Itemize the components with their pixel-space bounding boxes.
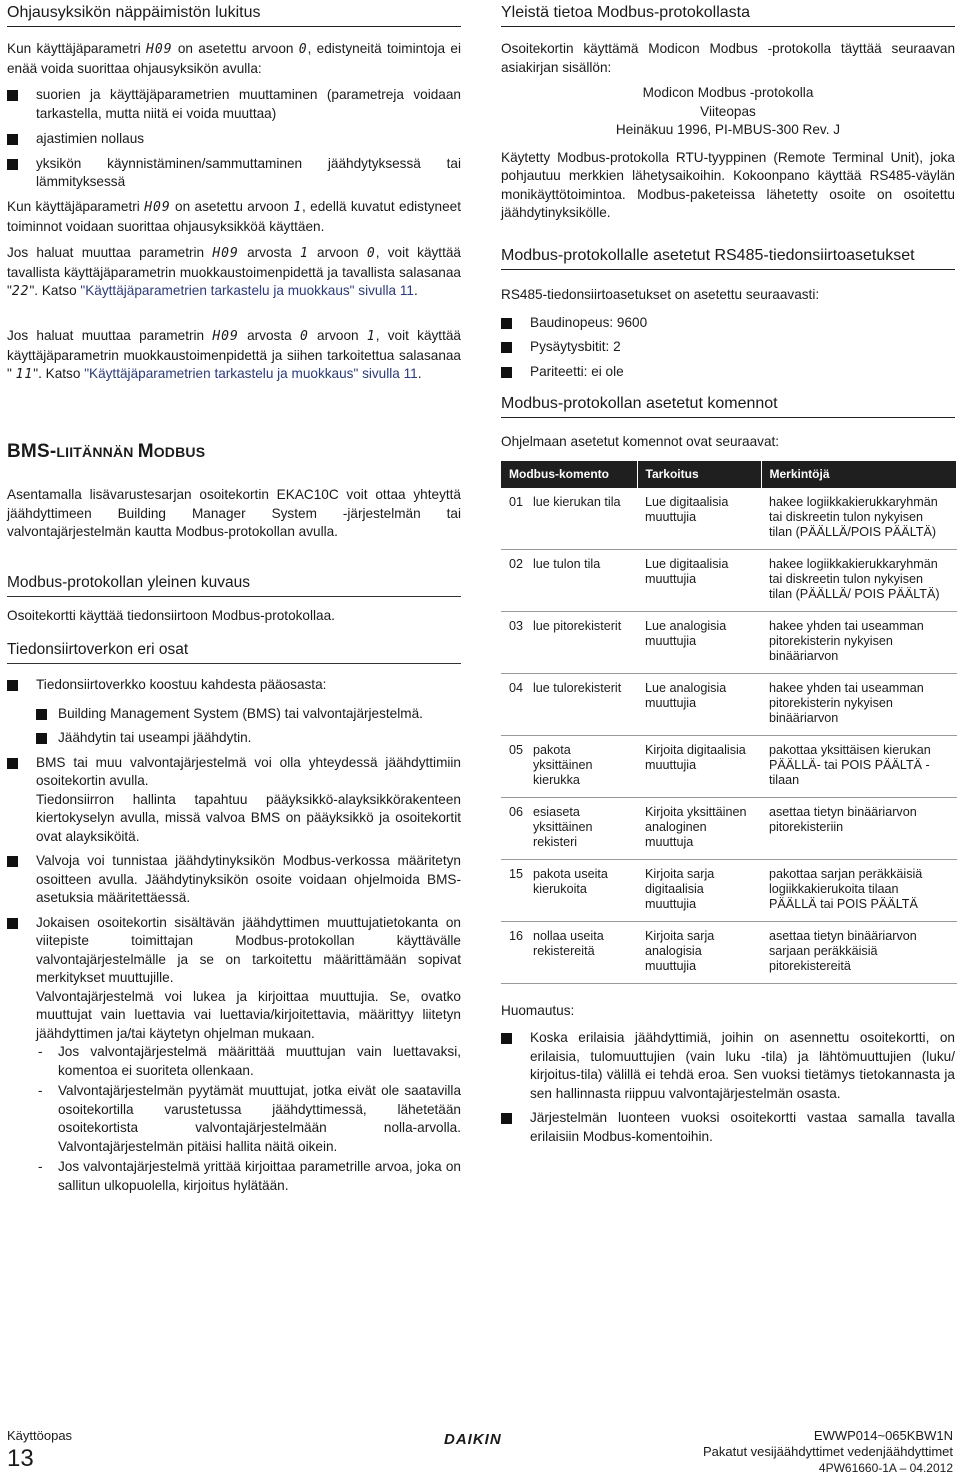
- display-code: H09: [212, 246, 239, 261]
- table-cell-note: pakottaa sarjan peräkkäisiä logiikkakierukoita tilaan PÄÄLLÄ tai POIS PÄÄLTÄ: [761, 859, 957, 921]
- paragraph-lock-intro: Kun käyttäjäparametri H09 on asetettu arvoon 0, edistyneitä toimintoja ei enää voida suorittaa ohjausyksikön avulla:: [7, 41, 461, 76]
- table-cell-name: nollaa useita rekistereitä: [533, 921, 637, 983]
- manual-name: Käyttöopas: [7, 1428, 73, 1443]
- table-cell-note: hakee yhden tai useamman pitorekisterin nykyisen binääriarvon: [761, 611, 957, 673]
- table-cell-no: 15: [501, 859, 533, 921]
- table-row: [501, 673, 957, 735]
- column-header: Modbus-komento: [501, 461, 637, 488]
- table-cell-purpose: Lue digitaalisia muuttujia: [637, 488, 761, 550]
- table-header-row: [501, 461, 957, 488]
- chapter-title-bms: BMS-LIITÄNNÄN MODBUS: [7, 441, 206, 462]
- table-row: [501, 859, 957, 921]
- section-heading: Tiedonsiirtoverkon eri osat: [7, 637, 461, 664]
- display-code: 1: [366, 329, 376, 344]
- display-code: 0: [366, 246, 376, 261]
- display-code: 22: [11, 284, 30, 299]
- cross-reference-link[interactable]: "Käyttäjäparametrien tarkastelu ja muokkaus" sivulla 11: [84, 366, 418, 381]
- table-cell-note: hakee yhden tai useamman pitorekisterin nykyisen binääriarvon: [761, 673, 957, 735]
- dash-item: - Jos valvontajärjestelmä määrittää muuttujan vain luettavaksi, komentoa ei suoriteta ollenkaan.: [36, 1043, 461, 1080]
- list-item: Valvoja voi tunnistaa jäähdytinyksikön Modbus-verkossa määritetyn osoitteen avulla. Jäähdytinyksikön osoite voidaan ohjelmoida BMS-asetuksia määritettäessä.: [7, 852, 461, 908]
- table-cell-no: 05: [501, 735, 533, 797]
- list-item: Pysäytysbitit: 2: [501, 338, 955, 357]
- table-row: [501, 735, 957, 797]
- section-general-description: Modbus-protokollan yleinen kuvaus Osoitekortti käyttää tiedonsiirtoon Modbus-protokollaa.: [7, 570, 461, 626]
- note-list: [501, 1029, 955, 1146]
- display-code: H09: [146, 42, 173, 57]
- section-modbus-commands: Modbus-protokollan asetetut komennot Ohjelmaan asetetut komennot ovat seuraavat: Modbus-komento Tarkoitus Merkintöjä 01 lue kierukan tila Lue digitaalisia muuttujia hakee logiikkakierukkaryhmän tai diskreetin tulon nykyisen tilan (PÄÄLLÄ/POIS PÄÄLTÄ) 02 lue tulon tila Lue digitaalisia muuttujia hakee logiikkakierukkaryhmän tai diskreetin tulon nykyisen tilan (PÄÄLLÄ/ POIS PÄÄLTÄ) 03 lue pitorekisterit Lue analogisia muuttujia hakee yhden tai useamman pitorekisterin nykyisen binääriarvon 04 lue tulorekisterit Lue analogisia muuttujia hakee yhden tai useamman pitorekisterin nykyisen binääriarvon 05 pakota yksittäinen kierukka Kirjoita digitaalisia muuttujia pakottaa yksittäisen kierukan PÄÄLLÄ- tai POIS PÄÄLTÄ -tilaan 06 esiaseta yksittäinen rekisteri Kirjoita yksittäinen analoginen muuttuja asettaa tietyn binääriarvon pitorekisteriin 15 pakota useita kierukoita Kirjoita sarja digitaalisia muuttujia pakottaa sarjan peräkkäisiä logiikkakierukoita tilaan PÄÄLLÄ tai POIS PÄÄLTÄ 16 nollaa useita rekistereitä Kirjoita sarja analogisia muuttujia asettaa tietyn binääriarvon sarjaan peräkkäisiä pitorekistereitä Huomautus: Koska erilaisia jäähdyttimiä, joihin on asennettu osoitekortti, on erilaisia, tulomuuttujien (vain luku -tila) ja lähtömuuttujien (luku/ kirjoitus-tila) välillä ei tehdä eroa. Sen vuoksi tietämys tietokannasta ja sen hallinnasta riippuu valvontajärjestelmän osasta. Järjestelmän luonteen vuoksi osoitekortti vastaa samalla tavalla erilaisiin Modbus-komentoihin.: [501, 391, 955, 1146]
- list-item: Jokaisen osoitekortin sisältävän jäähdyttimen muuttujatietokanta on viitepiste toimittajan Modbus-protokollan käyttävälle valvontajärjestelmälle ja se on tarkoitettu määrittämään sopivat merkitykset muuttujille. Valvontajärjestelmä voi lukea ja kirjoittaa muuttujia. Se, ovatko muuttujat vain luettavia vai luettavia/kirjoitettavia, määrittyy liitetyn jäähdyttimen ja/tai käytetyn ohjelman mukaan.: [7, 914, 461, 1044]
- display-code: 1: [299, 246, 309, 261]
- daikin-logo: DAIKIN: [444, 1431, 502, 1448]
- table-cell-note: hakee logiikkakierukkaryhmän tai diskreetin tulon nykyisen tilan (PÄÄLLÄ/POIS PÄÄLTÄ): [761, 488, 957, 550]
- reference-document: Modicon Modbus -protokolla Viiteopas Heinäkuu 1996, PI-MBUS-300 Rev. J: [615, 85, 841, 137]
- table-cell-purpose: Kirjoita sarja digitaalisia muuttujia: [637, 859, 761, 921]
- list-item: Baudinopeus: 9600: [501, 314, 955, 333]
- table-row: [501, 921, 957, 983]
- paragraph-change-0-to-1: Jos haluat muuttaa parametrin H09 arvosta 0 arvoon 1, voit käyttää käyttäjäparametrin muokkaustoimenpidettä ja siihen tarkoitettua salasanaa " 11". Katso "Käyttäjäparametrien tarkastelu ja muokkaus" sivulla 11.: [7, 328, 461, 382]
- list-item: Järjestelmän luonteen vuoksi osoitekortti vastaa samalla tavalla erilaisiin Modbus-komentoihin.: [501, 1109, 955, 1146]
- table-cell-note: hakee logiikkakierukkaryhmän tai diskreetin tulon nykyisen tilan (PÄÄLLÄ/ POIS PÄÄLTÄ): [761, 549, 957, 611]
- table-cell-note: asettaa tietyn binääriarvon sarjaan peräkkäisiä pitorekistereitä: [761, 921, 957, 983]
- bullet-list-locked-functions: [7, 86, 461, 192]
- table-cell-purpose: Kirjoita yksittäinen analoginen muuttuja: [637, 797, 761, 859]
- table-cell-name: lue tulon tila: [533, 549, 637, 611]
- note-title: Huomautus:: [501, 1002, 575, 1018]
- list-item: Jäähdytin tai useampi jäähdytin.: [36, 729, 461, 748]
- table-cell-name: esiaseta yksittäinen rekisteri: [533, 797, 637, 859]
- modbus-command-table: [501, 461, 957, 984]
- cross-reference-link[interactable]: "Käyttäjäparametrien tarkastelu ja muokkaus" sivulla 11: [80, 283, 414, 298]
- paragraph-modicon: Osoitekortin käyttämä Modicon Modbus -protokolla täyttää seuraavan asiakirjan sisällön: Modicon Modbus -protokolla Viiteopas Heinäkuu 1996, PI-MBUS-300 Rev. J Käytetty Modbus-protokolla RTU-tyyppinen (Remote Terminal Unit), joka pohjautuu merkkien lähetysaikoihin. Kokoonpano käyttää RS485-väylän monikäyttötoimintoa. Modbus-paketeissa lähetetty osoite on osoitettu jäähdytinyksikölle.: [501, 41, 955, 220]
- list-item: Koska erilaisia jäähdyttimiä, joihin on asennettu osoitekortti, on erilaisia, tulomuuttujien (vain luku -tila) ja lähtömuuttujien (luku/ kirjoitus-tila) välillä ei tehdä eroa. Sen vuoksi tietämys tietokannasta ja sen hallinnasta riippuu valvontajärjestelmän osasta.: [501, 1029, 955, 1103]
- table-cell-purpose: Lue analogisia muuttujia: [637, 673, 761, 735]
- list-item: BMS tai muu valvontajärjestelmä voi olla yhteydessä jäähdyttimiin osoitekortin avulla. Tiedonsiirron hallinta tapahtuu pääyksikkö-alayksikkörakenteen kiertokyselyn avulla, missä valvoa BMS on pääyksikkö ja osoitekortit ovat alayksiköitä.: [7, 754, 461, 847]
- footer-right: [703, 1428, 953, 1476]
- table-row: [501, 797, 957, 859]
- display-code: 0: [298, 42, 308, 57]
- section-heading-keypad-lock: Ohjausyksikön näppäimistön lukitus: [7, 0, 461, 27]
- table-cell-no: 02: [501, 549, 533, 611]
- section-rs485-settings: Modbus-protokollalle asetetut RS485-tiedonsiirtoasetukset RS485-tiedonsiirtoasetukset on asetettu seuraavasti: Baudinopeus: 9600 Pysäytysbitit: 2 Pariteetti: ei ole: [501, 243, 955, 381]
- page-number: 13: [7, 1445, 34, 1472]
- column-header: Tarkoitus: [637, 461, 761, 488]
- table-cell-no: 03: [501, 611, 533, 673]
- table-cell-name: lue kierukan tila: [533, 488, 637, 550]
- display-code: H09: [212, 329, 239, 344]
- display-code: H09: [144, 200, 171, 215]
- table-cell-no: 04: [501, 673, 533, 735]
- display-code: 11: [15, 367, 34, 382]
- table-cell-purpose: Kirjoita digitaalisia muuttujia: [637, 735, 761, 797]
- table-cell-name: pakota yksittäinen kierukka: [533, 735, 637, 797]
- paragraph-unlock: Kun käyttäjäparametri H09 on asetettu arvoon 1, edellä kuvatut edistyneet toiminnot voidaan suorittaa ohjausyksikköä käyttäen.: [7, 199, 461, 234]
- table-cell-no: 01: [501, 488, 533, 550]
- column-header: Merkintöjä: [761, 461, 957, 488]
- table-cell-purpose: Kirjoita sarja analogisia muuttujia: [637, 921, 761, 983]
- document-id: 4PW61660-1A – 04.2012: [818, 1461, 953, 1475]
- model-number: EWWP014~065KBW1N: [813, 1428, 953, 1443]
- paragraph-bms-intro: Asentamalla lisävarustesarjan osoitekortin EKAC10C voit ottaa yhteyttä jäähdyttimeen Building Manager System -järjestelmän tai valvontajärjestelmän kautta Modbus-protokollan avulla.: [7, 487, 461, 539]
- product-name: Pakatut vesijäähdyttimet vedenjäähdyttimet: [702, 1444, 953, 1459]
- section-heading-modbus-general: Yleistä tietoa Modbus-protokollasta: [501, 0, 955, 27]
- display-code: 0: [299, 329, 309, 344]
- list-item: Pariteetti: ei ole: [501, 363, 955, 382]
- list-item: Tiedonsiirtoverkko koostuu kahdesta pääosasta:: [7, 676, 461, 695]
- list-item: suorien ja käyttäjäparametrien muuttaminen (parametreja voidaan tarkastella, mutta niitä ei voida muuttaa): [7, 86, 461, 123]
- table-cell-no: 16: [501, 921, 533, 983]
- table-cell-purpose: Lue analogisia muuttujia: [637, 611, 761, 673]
- table-row: [501, 488, 957, 550]
- table-row: [501, 611, 957, 673]
- table-cell-name: lue pitorekisterit: [533, 611, 637, 673]
- table-cell-name: lue tulorekisterit: [533, 673, 637, 735]
- left-column: [7, 0, 461, 1193]
- footer-left: [7, 1428, 72, 1472]
- table-cell-note: pakottaa yksittäisen kierukan PÄÄLLÄ- tai POIS PÄÄLTÄ -tilaan: [761, 735, 957, 797]
- table-cell-name: pakota useita kierukoita: [533, 859, 637, 921]
- table-row: [501, 549, 957, 611]
- list-item: ajastimien nollaus: [7, 130, 461, 149]
- dash-item: - Jos valvontajärjestelmä yrittää kirjoittaa parametrille arvoa, joka on sallitun ulkopuolella, kirjoitus hylätään.: [36, 1158, 461, 1195]
- table-cell-purpose: Lue digitaalisia muuttujia: [637, 549, 761, 611]
- dash-item: - Valvontajärjestelmän pyytämät muuttujat, jotka eivät ole saatavilla osoitekortilla varustetussa jäähdyttimessä, lähetetään osoitekortista valvontajärjestelmään nolla-arvolla. Valvontajärjestelmän pitäisi hallita näitä oikein.: [36, 1082, 461, 1156]
- section-heading: Modbus-protokollalle asetetut RS485-tiedonsiirtoasetukset: [501, 243, 955, 270]
- paragraph-change-1-to-0: Jos haluat muuttaa parametrin H09 arvosta 1 arvoon 0, voit käyttää tavallista käyttäjäparametrin muokkaustoimenpidettä ja tavallista salasanaa "22". Katso "Käyttäjäparametrien tarkastelu ja muokkaus" sivulla 11.: [7, 245, 461, 299]
- list-item: Building Management System (BMS) tai valvontajärjestelmä.: [36, 705, 461, 724]
- table-cell-no: 06: [501, 797, 533, 859]
- right-column: [501, 0, 955, 1144]
- section-network-parts: [7, 637, 461, 1195]
- table-cell-note: asettaa tietyn binääriarvon pitorekisteriin: [761, 797, 957, 859]
- list-item: yksikön käynnistäminen/sammuttaminen jäähdytyksessä tai lämmityksessä: [7, 155, 461, 192]
- section-heading: Modbus-protokollan asetetut komennot: [501, 391, 955, 418]
- section-heading: Modbus-protokollan yleinen kuvaus: [7, 570, 461, 597]
- display-code: 1: [293, 200, 303, 215]
